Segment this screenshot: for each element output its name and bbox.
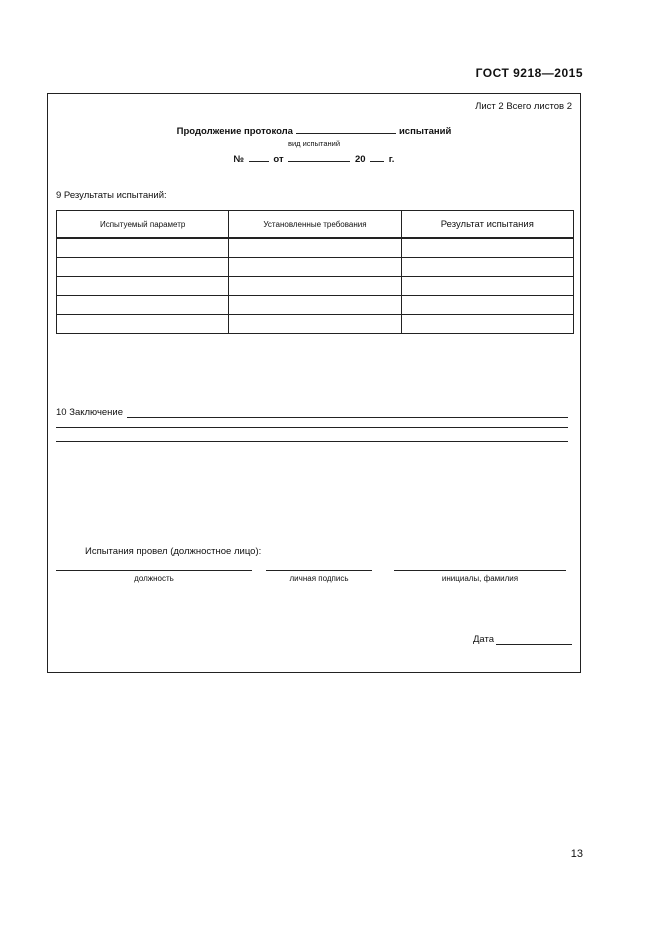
sheet-info: Лист 2 Всего листов 2 — [475, 101, 572, 112]
date-line[interactable] — [496, 634, 572, 645]
continuation-prefix: Продолжение протокола — [176, 126, 293, 137]
column-header-requirements: Установленные требования — [229, 211, 401, 239]
tested-by-label: Испытания провел (должностное лицо): — [85, 546, 262, 557]
conclusion-line[interactable] — [56, 441, 568, 442]
results-table — [56, 210, 574, 334]
section-9-title: 9 Результаты испытаний: — [56, 190, 167, 201]
continuation-line — [48, 123, 580, 137]
table-cell[interactable] — [57, 296, 229, 315]
number-blank[interactable] — [249, 151, 269, 162]
date-label: Дата — [472, 634, 494, 645]
table-cell[interactable] — [229, 238, 401, 258]
table-cell[interactable] — [57, 258, 229, 277]
table-cell[interactable] — [401, 277, 573, 296]
signature-caption: личная подпись — [289, 574, 349, 583]
column-header-result: Результат испытания — [401, 211, 573, 239]
table-cell[interactable] — [57, 277, 229, 296]
year-blank[interactable] — [370, 151, 384, 162]
protocol-number-line — [48, 151, 580, 165]
table-row — [57, 296, 574, 315]
position-caption: должность — [134, 574, 174, 583]
table-row — [57, 258, 574, 277]
number-sign: № — [233, 154, 245, 165]
signature-line[interactable] — [266, 570, 372, 571]
table-cell[interactable] — [229, 296, 401, 315]
table-row — [57, 238, 574, 258]
table-cell[interactable] — [229, 258, 401, 277]
date-blank[interactable] — [288, 151, 350, 162]
continuation-suffix: испытаний — [398, 126, 452, 137]
table-cell[interactable] — [401, 315, 573, 334]
table-cell[interactable] — [401, 238, 573, 258]
conclusion-line[interactable] — [56, 427, 568, 428]
table-cell[interactable] — [401, 296, 573, 315]
test-kind-caption: вид испытаний — [287, 139, 341, 148]
year-prefix: 20 — [354, 154, 366, 165]
section-10-conclusion — [56, 407, 568, 418]
table-cell[interactable] — [57, 315, 229, 334]
table-cell[interactable] — [229, 315, 401, 334]
standard-code: ГОСТ 9218—2015 — [475, 66, 583, 80]
page-number: 13 — [570, 848, 583, 860]
column-header-parameter: Испытуемый параметр — [57, 211, 229, 239]
table-row — [57, 315, 574, 334]
conclusion-line[interactable] — [127, 407, 568, 418]
table-cell[interactable] — [57, 238, 229, 258]
table-cell[interactable] — [229, 277, 401, 296]
table-row — [57, 277, 574, 296]
name-line[interactable] — [394, 570, 566, 571]
position-line[interactable] — [56, 570, 252, 571]
section-10-title: 10 Заключение — [56, 407, 124, 418]
date-field — [473, 634, 572, 645]
table-cell[interactable] — [401, 258, 573, 277]
name-caption: инициалы, фамилия — [441, 574, 519, 583]
year-suffix: г. — [388, 154, 395, 165]
table-header-row — [57, 211, 574, 239]
test-kind-blank[interactable] — [296, 123, 396, 134]
from-label: от — [273, 154, 284, 165]
protocol-form-frame — [47, 93, 581, 673]
